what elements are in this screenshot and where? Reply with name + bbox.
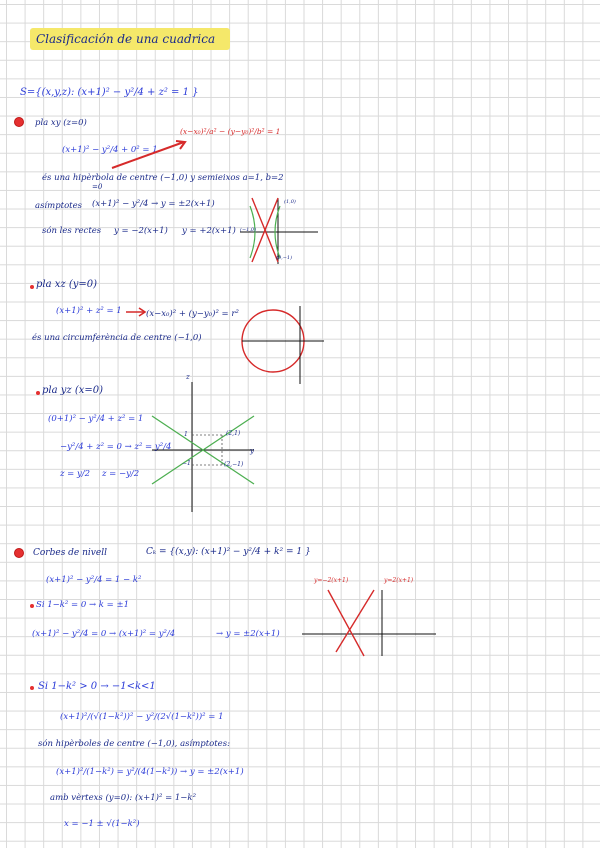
plot3-point-1: (2,1) xyxy=(226,430,241,437)
bullet-case2 xyxy=(30,686,34,690)
asymptotes-equation: (x+1)² − y²/4 → y = ±2(x+1) xyxy=(92,199,215,209)
eq-zero-note: =0 xyxy=(92,183,103,191)
circle-general-form: (x−x₀)² + (y−y₀)² = r² xyxy=(146,309,239,319)
hyperbola-description: és una hipèrbola de centre (−1,0) y semieixos a=1, b=2 xyxy=(42,173,284,183)
circle-description: és una circumferència de centre (−1,0) xyxy=(32,333,202,343)
set-definition: S={(x,y,z): (x+1)² − y²/4 + z² = 1 } xyxy=(20,87,199,98)
case-1-result: → y = ±2(x+1) xyxy=(216,629,280,639)
equation-xz: (x+1)² + z² = 1 xyxy=(56,306,122,316)
equation-xy: (x+1)² − y²/4 + 0² = 1 xyxy=(62,145,158,155)
plot4-line-1 xyxy=(328,590,364,656)
page-title: Clasificación de una cuadrica xyxy=(36,32,216,46)
hyperbola-general-form: (x−x₀)²/a² − (y−y₀)²/b² = 1 xyxy=(180,127,281,136)
red-arrow-1 xyxy=(110,138,190,170)
plot1-label-2: (−1,0) xyxy=(240,227,257,233)
red-arrow-2 xyxy=(124,306,148,318)
level-equation: (x+1)² − y²/4 = 1 − k² xyxy=(46,575,142,585)
lines-label: són les rectes xyxy=(42,226,102,236)
case-1-equation: (x+1)² − y²/4 = 0 → (x+1)² = y²/4 xyxy=(32,629,176,639)
case-1: Si 1−k² = 0 → k = ±1 xyxy=(36,600,129,610)
line-2: y = +2(x+1) xyxy=(182,226,236,236)
section-b-marker xyxy=(14,548,24,558)
case-2-vertices: amb vèrtexs (y=0): (x+1)² = 1−k² xyxy=(50,793,196,803)
plot1-label-3: (0,−1) xyxy=(276,255,293,261)
plane-xz-heading: pla xz (y=0) xyxy=(36,279,98,290)
case-2-asymptotes: (x+1)²/(1−k²) = y²/(4(1−k²)) → y = ±2(x+1) xyxy=(56,767,244,777)
plot3-axis-z: z xyxy=(186,373,190,381)
circle-plot xyxy=(240,300,326,386)
asymptotes-label: asímptotes xyxy=(35,201,82,211)
plot4-line-2 xyxy=(336,590,374,652)
equation-yz-1: (0+1)² − y²/4 + z² = 1 xyxy=(48,414,144,424)
equation-yz-3: z = y/2 xyxy=(60,469,91,479)
case-2-description: són hipèrboles de centre (−1,0), asímptotes: xyxy=(38,739,230,749)
plot4-label-1: y=−2(x+1) xyxy=(314,577,349,584)
plot3-tick-1: 1 xyxy=(184,431,188,438)
plane-yz-heading: pla yz (x=0) xyxy=(42,385,104,396)
bullet-yz xyxy=(36,391,40,395)
bullet-xz xyxy=(30,285,34,289)
plot3-tick-m1: −1 xyxy=(182,460,191,467)
plot3-axis-y: y xyxy=(250,447,254,455)
yz-plot xyxy=(150,373,262,516)
case-2: Si 1−k² > 0 → −1<k<1 xyxy=(38,681,156,692)
level-curves-heading: Corbes de nivell xyxy=(33,548,107,558)
level-lines-plot xyxy=(300,586,440,658)
section-a-marker xyxy=(14,117,24,127)
level-curves-definition: Cₖ = {(x,y): (x+1)² − y²/4 + k² = 1 } xyxy=(146,547,311,557)
plot1-label-1: (1,0) xyxy=(284,199,296,205)
equation-yz-4: z = −y/2 xyxy=(102,469,140,479)
plot3-point-2: (2,−1) xyxy=(224,461,244,468)
plane-xy-heading: pla xy (z=0) xyxy=(35,118,87,128)
plot4-label-2: y=2(x+1) xyxy=(384,577,414,584)
bullet-case1 xyxy=(30,604,34,608)
line-1: y = −2(x+1) xyxy=(114,226,168,236)
equation-yz-2: −y²/4 + z² = 0 → z² = y²/4 xyxy=(60,442,172,452)
case-2-equation: (x+1)²/(√(1−k²))² − y²/(2√(1−k²))² = 1 xyxy=(60,712,224,722)
case-2-x: x = −1 ± √(1−k²) xyxy=(64,819,140,829)
